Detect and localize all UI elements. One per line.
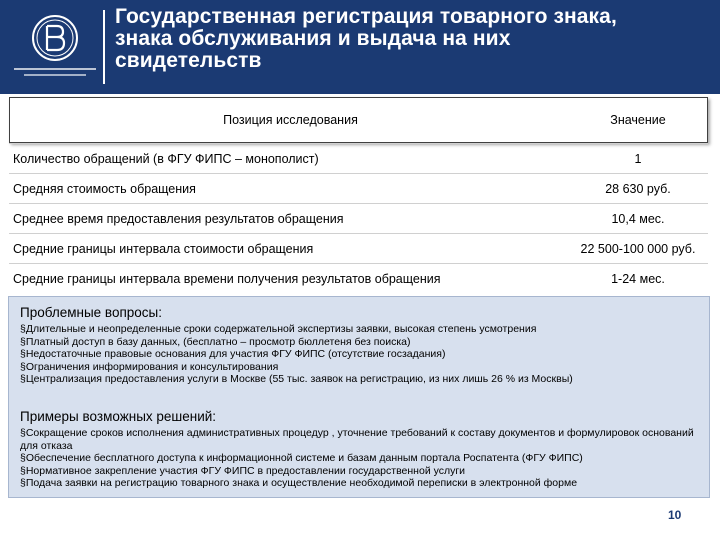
page-title: Государственная регистрация товарного знака, знака обслуживания и выдача на них свидетельств [115,5,617,72]
row-label: Среднее время предоставления результатов обращения [9,204,568,234]
row-value: 10,4 мес. [568,204,708,234]
list-item: §Недостаточные правовые основания для участия ФГУ ФИПС (отсутствие госзадания) [20,348,446,360]
table-row [9,204,708,234]
list-item: §Платный доступ в базу данных, (бесплатно – просмотр бюллетеня без поиска) [20,335,411,348]
issues-panel [8,296,710,498]
list-item: §Ограничения информирования и консультирования [20,360,279,373]
row-label: Средние границы интервала стоимости обращения [9,234,568,264]
list-item: §Централизация предоставления услуги в Москве (55 тыс. заявок на регистрацию, из них лишь 26 % из Москвы) [20,373,573,385]
list-item: §Длительные и неопределенные сроки содержательной экспертизы заявки, высокая степень усмотрения [20,323,537,335]
col-header-value: Значение [610,113,666,127]
table-row [9,174,708,204]
table-row [9,264,708,294]
row-label: Количество обращений (в ФГУ ФИПС – монополист) [9,144,568,174]
row-label: Средняя стоимость обращения [9,174,568,204]
university-logo-icon [10,8,100,88]
solutions-title: Примеры возможных решений: [20,409,217,424]
list-item: §Нормативное закрепление участия ФГУ ФИПС в предоставлении государственной услуги [20,464,466,477]
problems-list [20,323,710,386]
header-divider [103,10,105,84]
solutions-list [20,427,710,490]
row-value: 1 [568,144,708,174]
list-item: §Обеспечение бесплатного доступа к информационной системе и базам данным портала Роспатента (ФГУ ФИПС) [20,452,583,464]
table-row [9,234,708,264]
table-header-row [9,97,708,144]
problems-title: Проблемные вопросы: [20,305,162,320]
list-item: §Подача заявки на регистрацию товарного знака и осуществление необходимой переписки в электронной форме [20,477,578,489]
table-row [9,144,708,174]
slide-header [0,0,720,94]
col-header-position: Позиция исследования [223,113,358,127]
list-item: §Сокращение сроков исполнения административных процедур , уточнение требований к составу документов и формулировок оснований для отказа [20,427,694,452]
row-label: Средние границы интервала времени получения результатов обращения [9,264,568,294]
row-value: 1-24 мес. [568,264,708,294]
row-value: 22 500-100 000 руб. [568,234,708,264]
page-number: 10 [668,508,682,522]
row-value: 28 630 руб. [568,174,708,204]
research-table [9,97,708,293]
